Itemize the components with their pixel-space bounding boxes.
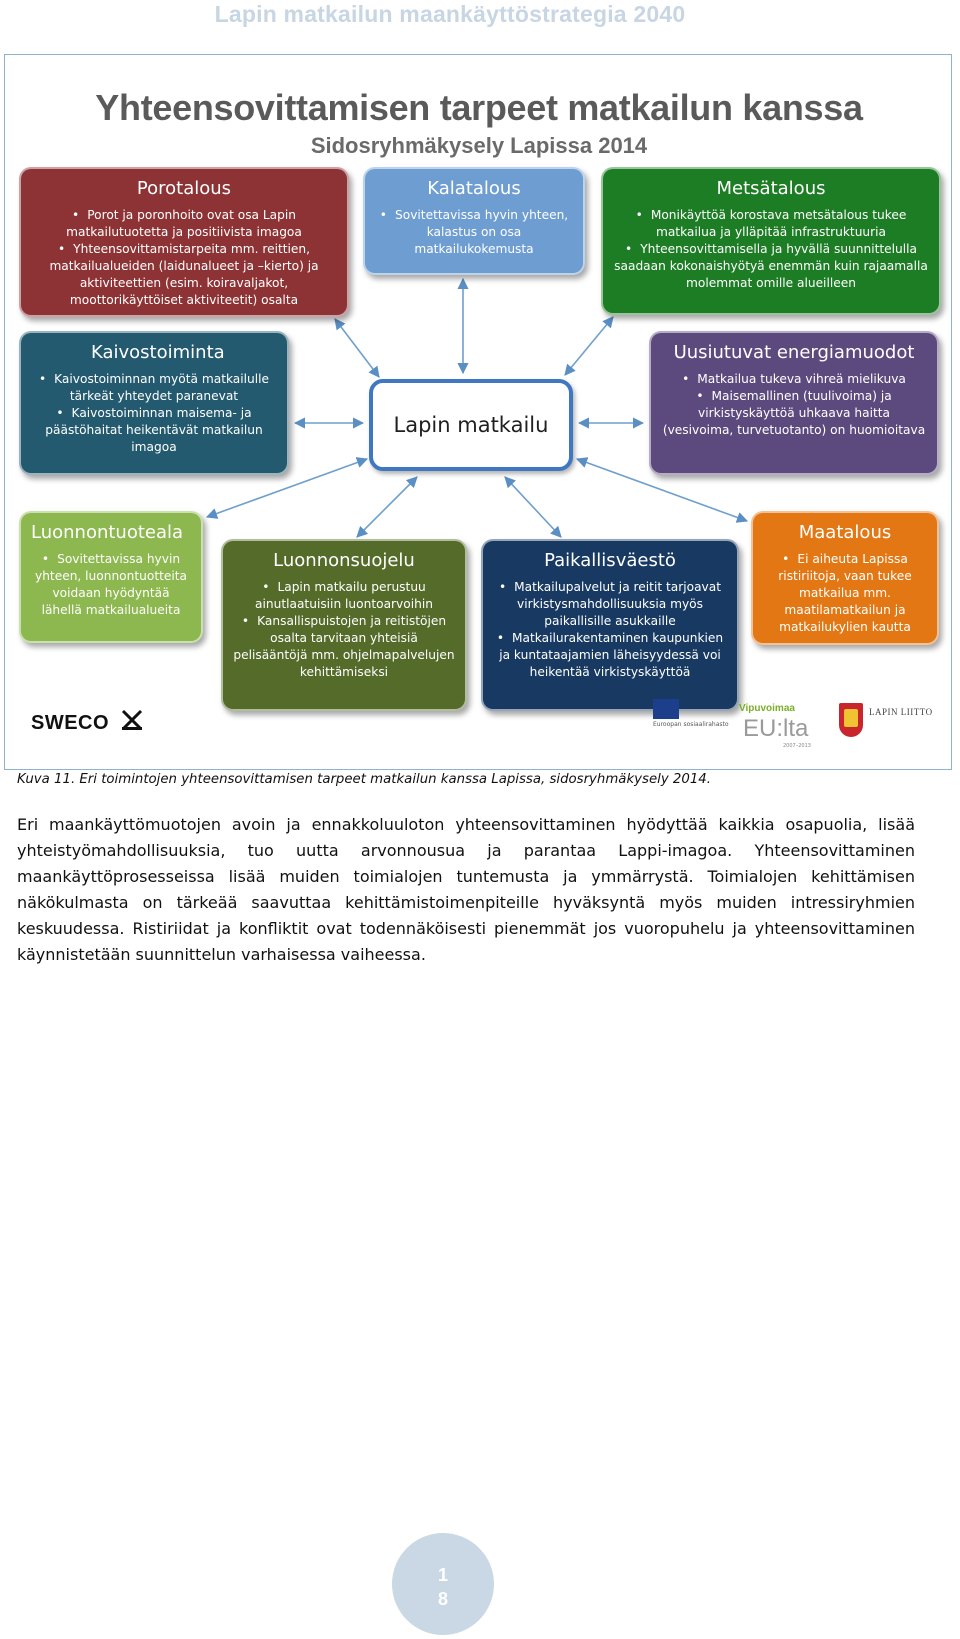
arrow-luonnonsuojelu [357,477,417,537]
box-title: Luonnonsuojelu [273,550,415,571]
diagram-title: Yhteensovittamisen tarpeet matkailun kanssa [95,87,863,128]
box-bullet: • Sovitettavissa hyvin yhteen, luonnontuotteita voidaan hyödyntää lähellä matkailualueita [34,552,188,617]
arrow-porotalous [335,319,379,377]
box-title: Uusiutuvat energiamuodot [673,342,915,363]
eulta-logo: EU:lta [743,715,809,742]
lapin-liitto-logo: LAPIN LIITTO [869,707,933,717]
sweco-mark-icon [119,707,145,733]
box-porotalous [19,167,349,317]
box-uusiutuvat-energiamuodot [649,331,939,475]
arrow-metsatalous [565,317,613,375]
box-bullet: • Sovitettavissa hyvin yhteen, kalastus on osa matkailukokemusta [379,208,569,256]
box-title: Kaivostoiminta [91,342,225,363]
box-bullet: • Monikäyttöä korostava metsätalous tukee matkailua ja ylläpitää infrastruktuuria [635,208,907,239]
box-title: Kalatalous [427,178,521,199]
arrow-paikallisvaesto [505,477,561,537]
page-number-line: 1 [437,1565,448,1585]
box-bullet: • Kansallispuistojen ja reitistöjen osalta tarvitaan yhteisiä pelisääntöjä mm. ohjelmapalvelujen kehittämiseksi [233,614,455,679]
box-bullet: • Porot ja poronhoito ovat osa Lapin matkailutuotetta ja positiivista imagoa [66,208,302,239]
box-bullet: • Yhteensovittamistarpeita mm. reittien, matkailualueiden (laidunalueet ja –kierto) ja aktiviteettien (esim. koiravaljakot, moottorikäyttöiset aktiviteetit) osalta [49,242,319,307]
box-title: Luonnontuoteala [31,522,184,543]
box-maatalous [751,511,939,645]
box-kalatalous [363,167,585,275]
eu-flag-icon [653,699,679,719]
box-paikallisvaesto [481,539,739,711]
body-paragraph: Eri maankäyttömuotojen avoin ja ennakkoluuloton yhteensovittaminen hyödyttää kaikkia osapuolia, lisää yhteistyömahdollisuuksia, tuo uutta arvonnousua ja parantaa Lappi-imagoa. Yhteensovittaminen maankäyttöprosesseissa lisää muiden toimialojen tuntemusta ja ymmärrystä. Toimialojen kehittämisen näkökulmasta on tärkeää saavuttaa kehittämistoimenpiteille hyväksyntä myös muiden intressiryhmien keskuudessa. Ristiriidat ja konfliktit ovat todennäköisesti pienemmät jos vuoropuhelu ja yhteensovittaminen käynnistetään suunnittelun varhaisessa vaiheessa. [17,815,915,964]
box-bullet: • Yhteensovittamisella ja hyvällä suunnittelulla saadaan kokonaishyötyä enemmän kuin rajaamalla molemmat omille alueilleen [614,242,928,290]
box-metsatalous [601,167,941,315]
box-title: Porotalous [136,178,232,199]
box-title: Paikallisväestö [544,550,676,571]
box-luonnontuoteala [19,511,203,643]
eulta-years: 2007–2013 [783,743,811,749]
diagram-subtitle: Sidosryhmäkysely Lapissa 2014 [310,133,648,158]
figure-caption: Kuva 11. Eri toimintojen yhteensovittamisen tarpeet matkailun kanssa Lapissa, sidosryhmäkysely 2014. [17,772,711,787]
funding-logos [653,695,943,755]
box-bullet: • Lapin matkailu perustuu ainutlaatuisiin luontoarvoihin [255,580,433,611]
running-header: Lapin matkailun maankäyttöstrategia 2040 [214,1,686,27]
stakeholder-diagram [4,54,952,770]
page-number [392,1533,494,1635]
box-bullet: • Maisemallinen (tuulivoima) ja virkistyskäyttöä uhkaava haitta (vesivoima, turvetuotanto) on huomioitava [662,389,926,437]
box-bullet: • Kaivostoiminnan myötä matkailulle tärkeät yhteydet paranevat [38,372,270,403]
box-title: Metsätalous [716,178,826,199]
page-number-line: 8 [437,1589,448,1609]
box-bullet: • Ei aiheuta Lapissa ristiriitoja, vaan tukee matkailua mm. maatilamatkailun ja matkailukylien kautta [778,552,912,634]
box-bullet: • Matkailurakentaminen kaupunkien ja kuntataajamien läheisyydessä voi heikentää virkistyskäyttöä [496,631,724,679]
box-bullet: • Matkailua tukeva vihreä mielikuva [682,372,906,386]
vipuvoimaa-logo: Vipuvoimaa [739,703,795,714]
box-kaivostoiminta [19,331,289,475]
box-luonnonsuojelu [221,539,467,711]
box-title: Maatalous [798,522,892,543]
sweco-logo: SWECO [31,707,145,735]
lapland-crest-icon [839,703,863,737]
center-node: Lapin matkailu [369,379,573,471]
eu-fund-text: Euroopan sosiaalirahasto [653,721,729,728]
box-bullet: • Kaivostoiminnan maisema- ja päästöhaitat heikentävät matkailun imagoa [45,406,263,454]
box-bullet: • Matkailupalvelut ja reitit tarjoavat virkistysmahdollisuuksia myös paikallisille asukkaille [498,580,722,628]
